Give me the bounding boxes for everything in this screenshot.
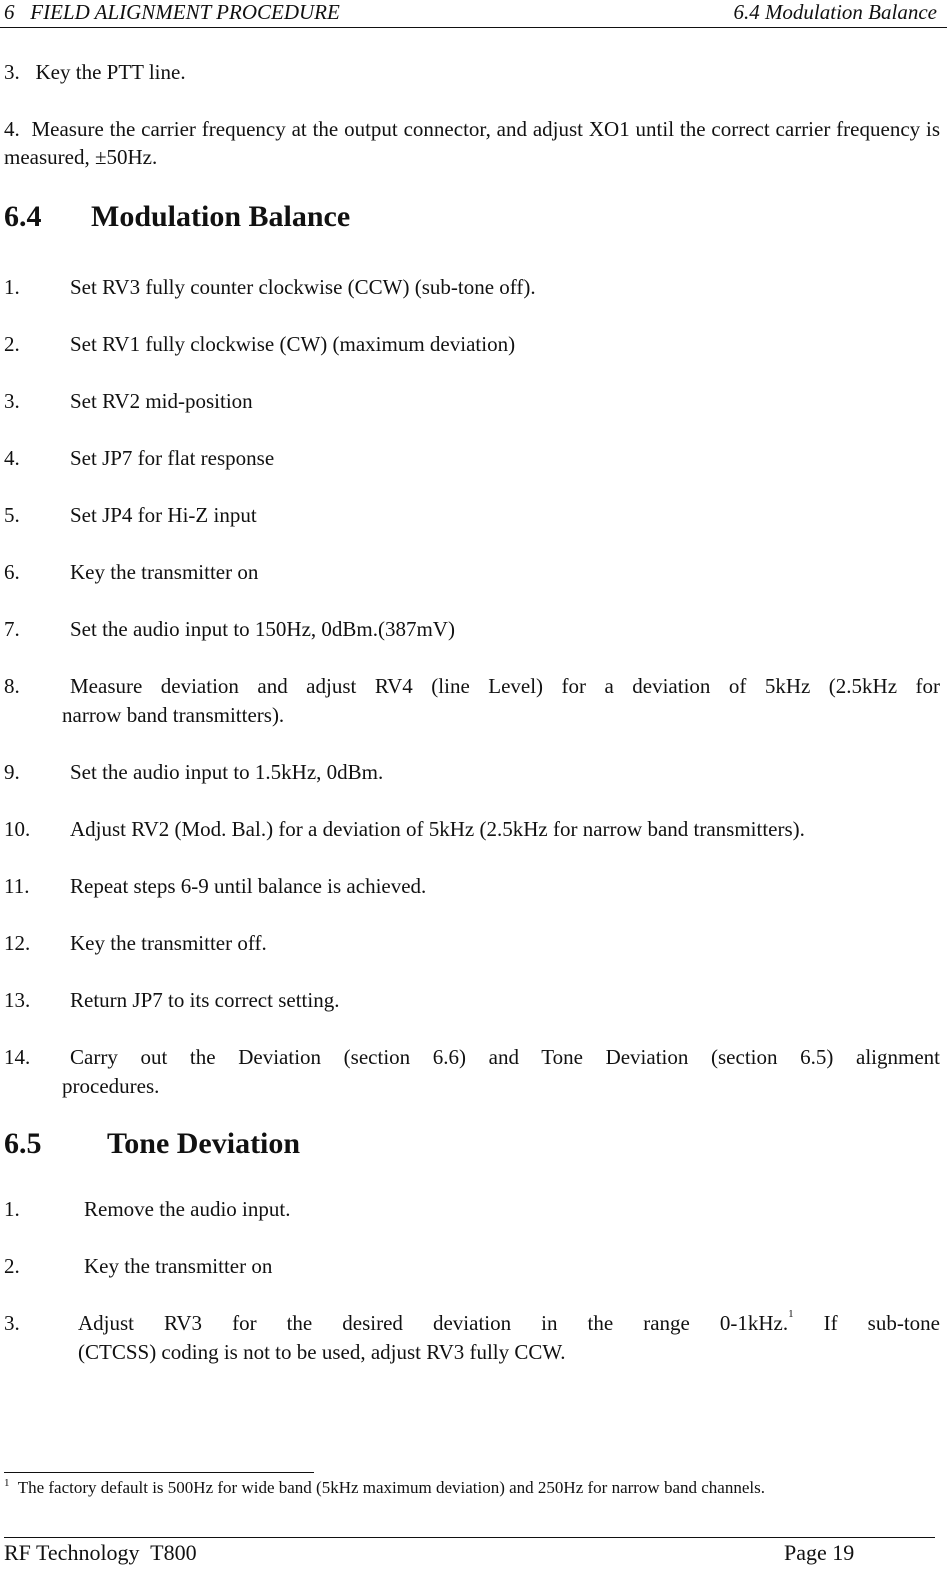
intro-step-number: 3.	[4, 60, 20, 84]
step-number: 1.	[4, 1197, 20, 1221]
tone-step-1	[4, 1195, 940, 1223]
section-title: Modulation Balance	[91, 200, 351, 233]
step-number: 12.	[4, 931, 31, 955]
intro-step-number: 4.	[4, 117, 20, 141]
step-text: Carry out the Deviation (section 6.6) and Tone Deviation (section 6.5) alignment	[70, 1045, 940, 1069]
step-text: Set RV3 fully counter clockwise (CCW) (sub-tone off).	[70, 275, 536, 299]
intro-step-text: Key the PTT line.	[35, 60, 186, 84]
footer-rule	[4, 1537, 935, 1538]
step-number: 3.	[4, 1311, 20, 1335]
section-number: 6.5	[4, 1127, 42, 1160]
step-text: Set JP4 for Hi-Z input	[70, 503, 257, 527]
step-text: Adjust RV2 (Mod. Bal.) for a deviation of 5kHz (2.5kHz for narrow band transmitters).	[70, 817, 805, 841]
footer-document-title: RF Technology T800	[4, 1540, 197, 1565]
step-text: Repeat steps 6-9 until balance is achieved.	[70, 874, 427, 898]
step-text: Return JP7 to its correct setting.	[70, 988, 340, 1012]
step-12	[4, 929, 940, 957]
running-header-section: 6 FIELD ALIGNMENT PROCEDURE	[4, 0, 340, 24]
footnote-mark: 1	[4, 1477, 10, 1489]
step-text-part: If sub-tone	[793, 1311, 941, 1335]
step-13	[4, 986, 940, 1014]
step-text: Key the transmitter on	[70, 560, 259, 584]
step-number: 7.	[4, 617, 20, 641]
step-number: 14.	[4, 1045, 31, 1069]
step-number: 3.	[4, 389, 20, 413]
step-text: Key the transmitter on	[84, 1254, 273, 1278]
step-6	[4, 558, 940, 586]
step-text: Measure deviation and adjust RV4 (line Level) for a deviation of 5kHz (2.5kHz for	[70, 674, 940, 698]
step-11	[4, 872, 940, 900]
page-number: Page 19	[784, 1540, 855, 1565]
step-number: 2.	[4, 332, 20, 356]
step-text: Set RV2 mid-position	[70, 389, 253, 413]
section-title: Tone Deviation	[107, 1127, 301, 1160]
step-text-continuation: procedures.	[62, 1074, 160, 1098]
step-text: Set the audio input to 150Hz, 0dBm.(387mV)	[70, 617, 455, 641]
step-3	[4, 387, 940, 415]
footnote-reference: 1	[788, 1308, 794, 1320]
step-number: 6.	[4, 560, 20, 584]
step-text: Set the audio input to 1.5kHz, 0dBm.	[70, 760, 384, 784]
step-text-continuation: narrow band transmitters).	[62, 703, 285, 727]
step-number: 9.	[4, 760, 20, 784]
step-8	[4, 672, 940, 728]
section-heading-6-5	[4, 1127, 604, 1167]
step-14	[4, 1043, 940, 1099]
footnote-text: The factory default is 500Hz for wide band (5kHz maximum deviation) and 250Hz for narrow band channels.	[9, 1478, 765, 1497]
running-header-topic: 6.4 Modulation Balance	[733, 0, 937, 24]
step-9	[4, 758, 940, 786]
step-5	[4, 501, 940, 529]
step-4	[4, 444, 940, 472]
step-10	[4, 815, 940, 843]
intro-step-3	[4, 58, 940, 86]
step-text-part: Adjust RV3 for the desired deviation in the range 0-1kHz.	[78, 1311, 789, 1335]
intro-step-4	[4, 115, 940, 171]
step-text: Key the transmitter off.	[70, 931, 267, 955]
step-text: Remove the audio input.	[84, 1197, 291, 1221]
step-7	[4, 615, 940, 643]
step-number: 10.	[4, 817, 31, 841]
section-number: 6.4	[4, 200, 42, 233]
step-text-continuation: (CTCSS) coding is not to be used, adjust RV3 fully CCW.	[78, 1340, 566, 1364]
step-1	[4, 273, 940, 301]
header-rule	[0, 27, 947, 28]
step-2	[4, 330, 940, 358]
step-number: 4.	[4, 446, 20, 470]
footnote	[4, 1478, 765, 1498]
step-number: 2.	[4, 1254, 20, 1278]
section-heading-6-4	[4, 200, 604, 240]
step-number: 8.	[4, 674, 20, 698]
intro-step-text: Measure the carrier frequency at the output connector, and adjust XO1 until the correct carrier frequency is measured, ±50Hz.	[4, 117, 940, 169]
footnote-rule	[4, 1472, 314, 1473]
step-text: Set JP7 for flat response	[70, 446, 275, 470]
step-text: Set RV1 fully clockwise (CW) (maximum deviation)	[70, 332, 516, 356]
step-number: 11.	[4, 874, 30, 898]
tone-step-3	[4, 1309, 940, 1365]
step-number: 1.	[4, 275, 20, 299]
step-number: 13.	[4, 988, 31, 1012]
step-text	[78, 1309, 940, 1337]
step-number: 5.	[4, 503, 20, 527]
tone-step-2	[4, 1252, 940, 1280]
